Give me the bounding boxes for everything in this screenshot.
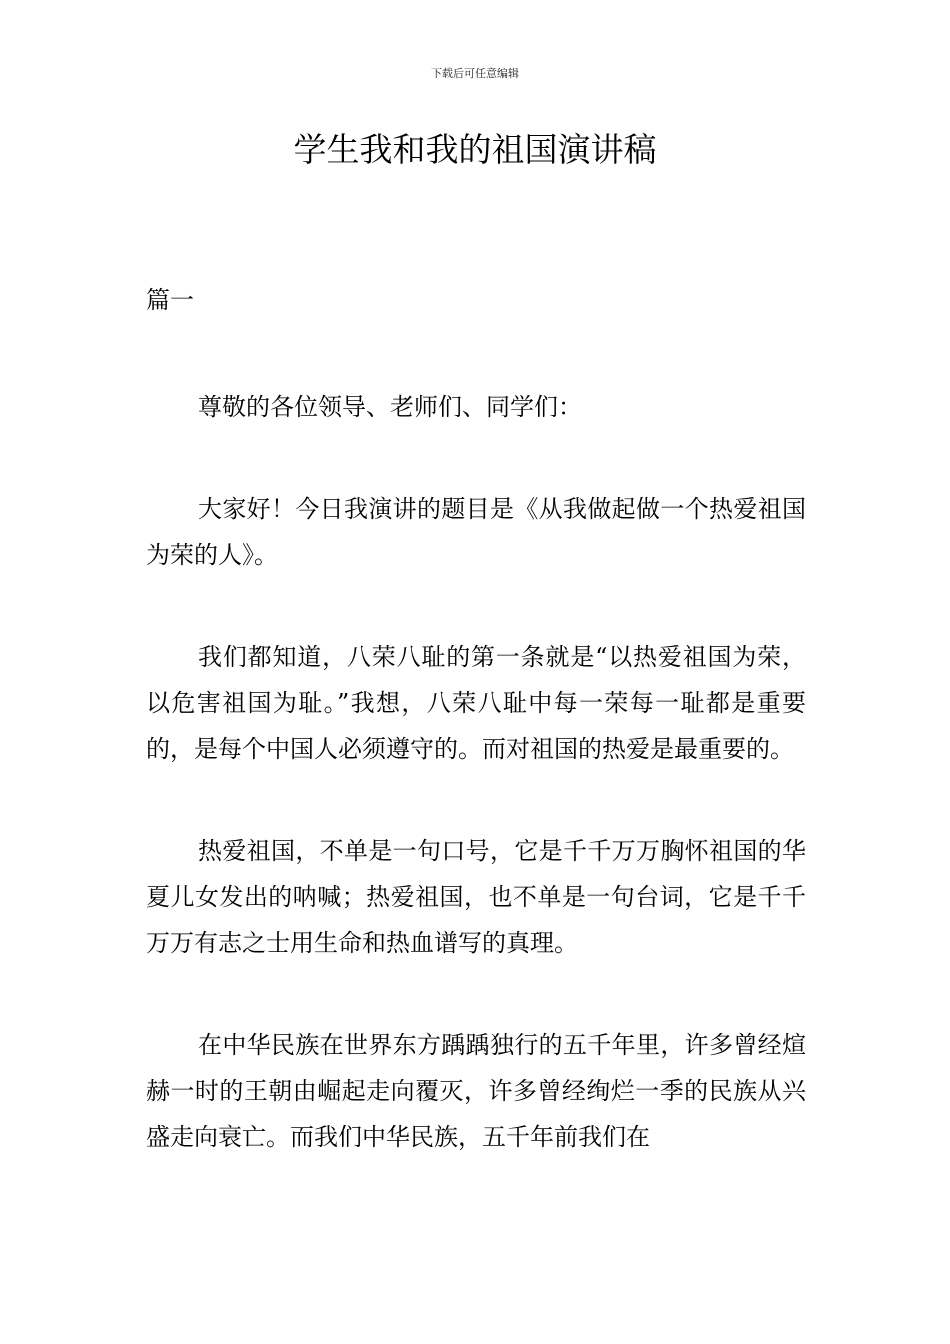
paragraph-salutation: 尊敬的各位领导、老师们、同学们： [198, 393, 582, 421]
spacer [146, 578, 806, 634]
header-note: 下载后可任意编辑 [431, 67, 519, 80]
paragraph-body: 我们都知道，八荣八耻的第一条就是“以热爱祖国为荣，以危害祖国为耻。”我想，八荣八耻中每一荣每一耻都是重要的，是每个中国人必须遵守的。而对祖国的热爱是最重要的。 [146, 643, 806, 763]
section-label: 篇一 [146, 286, 194, 314]
paragraph-greeting: 大家好！今日我演讲的题目是《从我做起做一个热爱祖国为荣的人》。 [146, 495, 806, 569]
spacer [146, 966, 806, 1022]
paragraph-body: 在中华民族在世界东方踽踽独行的五千年里，许多曾经煊赫一时的王朝由崛起走向覆灭，许多曾经绚烂一季的民族从兴盛走向衰亡。而我们中华民族，五千年前我们在 [146, 1031, 806, 1151]
spacer [146, 772, 806, 828]
document-body [146, 280, 806, 1160]
paragraph-body: 热爱祖国，不单是一句口号，它是千千万万胸怀祖国的华夏儿女发出的呐喊；热爱祖国，也不单是一句台词，它是千千万万有志之士用生命和热血谱写的真理。 [146, 837, 806, 957]
document-title: 学生我和我的祖国演讲稿 [293, 130, 657, 169]
spacer [146, 430, 806, 486]
spacer [146, 320, 806, 384]
